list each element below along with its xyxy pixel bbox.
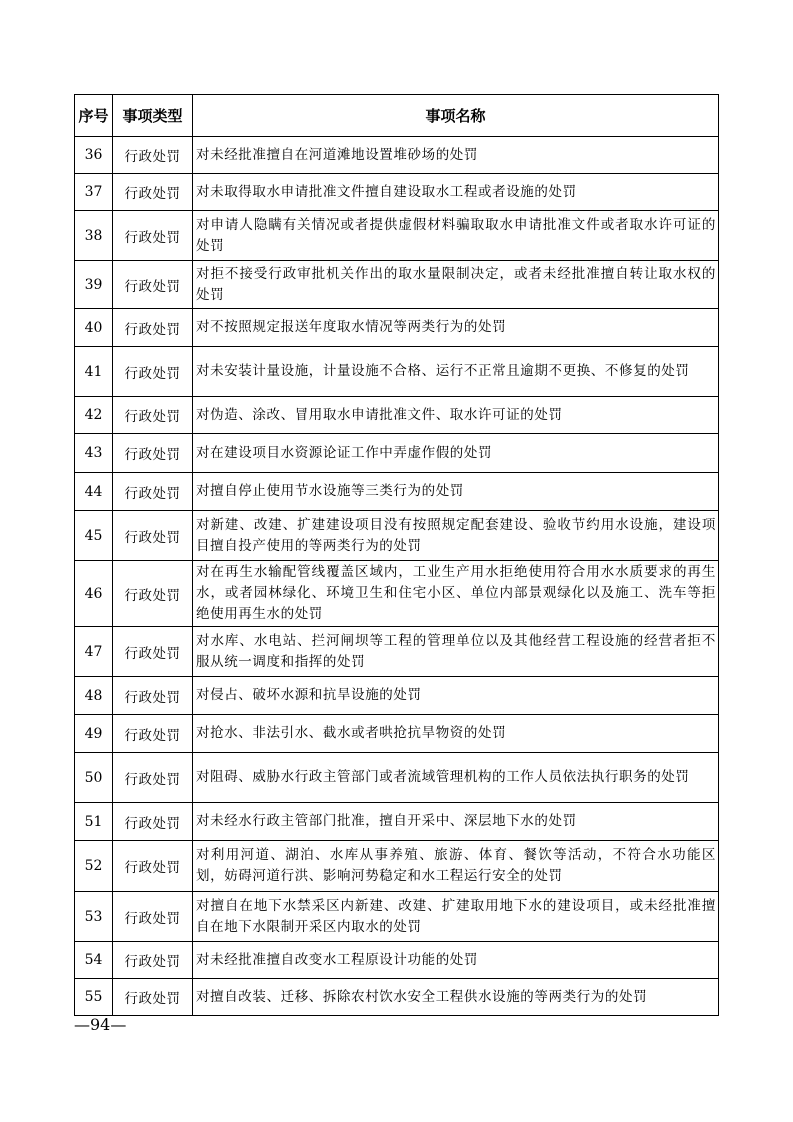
row-type: 行政处罚 — [113, 841, 193, 892]
row-name: 对未经批准擅自在河道滩地设置堆砂场的处罚 — [193, 137, 719, 174]
row-name: 对擅自停止使用节水设施等三类行为的处罚 — [193, 473, 719, 511]
row-name: 对拒不接受行政审批机关作出的取水量限制决定，或者未经批准擅自转让取水权的处罚 — [193, 261, 719, 309]
row-number: 46 — [75, 561, 113, 627]
row-name: 对抢水、非法引水、截水或者哄抢抗旱物资的处罚 — [193, 715, 719, 753]
row-number: 43 — [75, 434, 113, 473]
row-name: 对水库、水电站、拦河闸坝等工程的管理单位以及其他经营工程设施的经营者拒不服从统一调度和指挥的处罚 — [193, 627, 719, 677]
row-type: 行政处罚 — [113, 137, 193, 174]
row-type: 行政处罚 — [113, 627, 193, 677]
matters-table — [74, 94, 719, 1016]
row-name: 对未安装计量设施，计量设施不合格、运行不正常且逾期不更换、不修复的处罚 — [193, 347, 719, 397]
header-name: 事项名称 — [193, 95, 719, 137]
table-row — [75, 347, 719, 397]
row-type: 行政处罚 — [113, 473, 193, 511]
row-number: 36 — [75, 137, 113, 174]
row-type: 行政处罚 — [113, 892, 193, 942]
row-number: 39 — [75, 261, 113, 309]
table-row — [75, 434, 719, 473]
table-row — [75, 979, 719, 1016]
row-number: 55 — [75, 979, 113, 1016]
table-header-row — [75, 95, 719, 137]
row-number: 45 — [75, 511, 113, 561]
table-row — [75, 627, 719, 677]
row-name: 对侵占、破坏水源和抗旱设施的处罚 — [193, 677, 719, 715]
header-number: 序号 — [75, 95, 113, 137]
row-type: 行政处罚 — [113, 942, 193, 979]
row-type: 行政处罚 — [113, 803, 193, 841]
row-number: 48 — [75, 677, 113, 715]
row-name: 对未经水行政主管部门批准，擅自开采中、深层地下水的处罚 — [193, 803, 719, 841]
table-row — [75, 511, 719, 561]
row-type: 行政处罚 — [113, 561, 193, 627]
row-number: 37 — [75, 174, 113, 211]
table-row — [75, 211, 719, 261]
row-type: 行政处罚 — [113, 677, 193, 715]
row-type: 行政处罚 — [113, 715, 193, 753]
row-number: 41 — [75, 347, 113, 397]
table-row — [75, 261, 719, 309]
row-number: 53 — [75, 892, 113, 942]
row-name: 对未取得取水申请批准文件擅自建设取水工程或者设施的处罚 — [193, 174, 719, 211]
row-name: 对申请人隐瞒有关情况或者提供虚假材料骗取取水申请批准文件或者取水许可证的处罚 — [193, 211, 719, 261]
row-number: 54 — [75, 942, 113, 979]
row-name: 对伪造、涂改、冒用取水申请批准文件、取水许可证的处罚 — [193, 397, 719, 434]
row-type: 行政处罚 — [113, 174, 193, 211]
row-number: 42 — [75, 397, 113, 434]
row-type: 行政处罚 — [113, 753, 193, 803]
table-row — [75, 942, 719, 979]
row-number: 49 — [75, 715, 113, 753]
row-number: 50 — [75, 753, 113, 803]
row-type: 行政处罚 — [113, 511, 193, 561]
table-row — [75, 473, 719, 511]
row-number: 44 — [75, 473, 113, 511]
row-number: 47 — [75, 627, 113, 677]
row-number: 40 — [75, 309, 113, 347]
row-type: 行政处罚 — [113, 309, 193, 347]
row-type: 行政处罚 — [113, 261, 193, 309]
row-name: 对不按照规定报送年度取水情况等两类行为的处罚 — [193, 309, 719, 347]
table-row — [75, 397, 719, 434]
row-type: 行政处罚 — [113, 347, 193, 397]
table-row — [75, 137, 719, 174]
row-number: 51 — [75, 803, 113, 841]
row-number: 38 — [75, 211, 113, 261]
row-name: 对在建设项目水资源论证工作中弄虚作假的处罚 — [193, 434, 719, 473]
row-type: 行政处罚 — [113, 434, 193, 473]
row-name: 对擅自改装、迁移、拆除农村饮水安全工程供水设施的等两类行为的处罚 — [193, 979, 719, 1016]
table-row — [75, 677, 719, 715]
table-row — [75, 892, 719, 942]
table-row — [75, 715, 719, 753]
row-type: 行政处罚 — [113, 397, 193, 434]
row-name: 对新建、改建、扩建建设项目没有按照规定配套建设、验收节约用水设施，建设项目擅自投产使用的等两类行为的处罚 — [193, 511, 719, 561]
table-row — [75, 174, 719, 211]
table-row — [75, 803, 719, 841]
page-number: —94— — [74, 1015, 127, 1034]
row-name: 对在再生水输配管线覆盖区域内，工业生产用水拒绝使用符合用水水质要求的再生水，或者园林绿化、环境卫生和住宅小区、单位内部景观绿化以及施工、洗车等拒绝使用再生水的处罚 — [193, 561, 719, 627]
row-name: 对利用河道、湖泊、水库从事养殖、旅游、体育、餐饮等活动，不符合水功能区划，妨碍河道行洪、影响河势稳定和水工程运行安全的处罚 — [193, 841, 719, 892]
row-name: 对阻碍、威胁水行政主管部门或者流域管理机构的工作人员依法执行职务的处罚 — [193, 753, 719, 803]
row-type: 行政处罚 — [113, 211, 193, 261]
table-row — [75, 561, 719, 627]
row-name: 对未经批准擅自改变水工程原设计功能的处罚 — [193, 942, 719, 979]
table-row — [75, 841, 719, 892]
row-type: 行政处罚 — [113, 979, 193, 1016]
row-number: 52 — [75, 841, 113, 892]
table-row — [75, 309, 719, 347]
header-type: 事项类型 — [113, 95, 193, 137]
row-name: 对擅自在地下水禁采区内新建、改建、扩建取用地下水的建设项目，或未经批准擅自在地下水限制开采区内取水的处罚 — [193, 892, 719, 942]
table-row — [75, 753, 719, 803]
